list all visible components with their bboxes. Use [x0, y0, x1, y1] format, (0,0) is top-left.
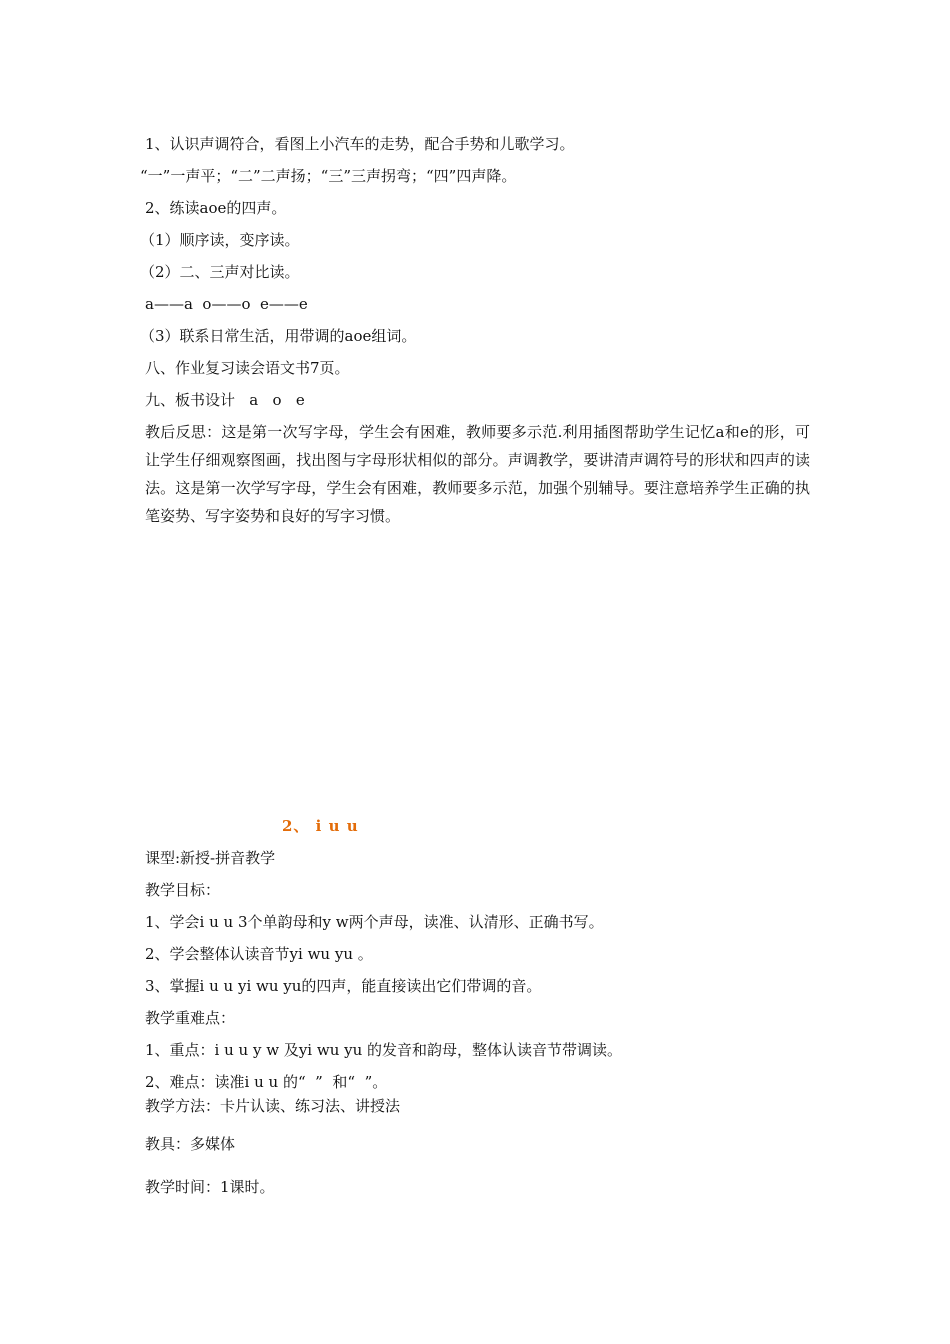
- substep-2-line: （2）二、三声对比读。: [140, 263, 300, 281]
- key-point-1-line: 1、重点：i u u y w 及yi wu yu 的发音和韵母，整体认读音节带调读。: [145, 1041, 623, 1059]
- tone-rhyme-line: “一”一声平；“二”二声扬；“三”三声拐弯；“四”四声降。: [140, 167, 517, 185]
- teaching-tools-line: 教具：多媒体: [145, 1135, 236, 1153]
- tone-pairs-line: a——a o——o e——e: [145, 295, 308, 313]
- homework-line: 八、作业复习读会语文书7页。: [145, 359, 350, 377]
- step-2-line: 2、练读aoe的四声。: [145, 199, 287, 217]
- substep-3-line: （3）联系日常生活，用带调的aoe组词。: [140, 327, 417, 345]
- lesson-type-line: 课型:新授-拼音教学: [145, 849, 276, 867]
- teaching-method-line: 教学方法：卡片认读、练习法、讲授法: [145, 1097, 401, 1115]
- goals-heading: 教学目标：: [145, 881, 221, 899]
- step-1-line: 1、认识声调符合，看图上小汽车的走势，配合手势和儿歌学习。: [145, 135, 575, 153]
- lesson-title: 2、 i u u: [282, 817, 359, 835]
- board-design-line: 九、板书设计 a o e: [145, 391, 305, 409]
- reflection-paragraph: 教后反思：这是第一次写字母，学生会有困难，教师要多示范.利用插图帮助学生记忆a和e的形，可让学生仔细观察图画，找出图与字母形状相似的部分。声调教学，要讲清声调符号的形状和四声的读法。这是第一次学写字母，学生会有困难，教师要多示范，加强个别辅导。要注意培养学生正确的执笔姿势、写字姿势和良好的写字习惯。: [145, 423, 810, 525]
- goal-1-line: 1、学会i u u 3个单韵母和y w两个声母，读准、认清形、正确书写。: [145, 913, 604, 931]
- substep-1-line: （1）顺序读，变序读。: [140, 231, 300, 249]
- key-point-2-line: 2、难点：读准i u u 的“ ” 和“ ”。: [145, 1073, 388, 1091]
- teaching-time-line: 教学时间：1课时。: [145, 1178, 275, 1196]
- goal-2-line: 2、学会整体认读音节yi wu yu 。: [145, 945, 373, 963]
- key-points-heading: 教学重难点：: [145, 1009, 236, 1027]
- goal-3-line: 3、掌握i u u yi wu yu的四声，能直接读出它们带调的音。: [145, 977, 542, 995]
